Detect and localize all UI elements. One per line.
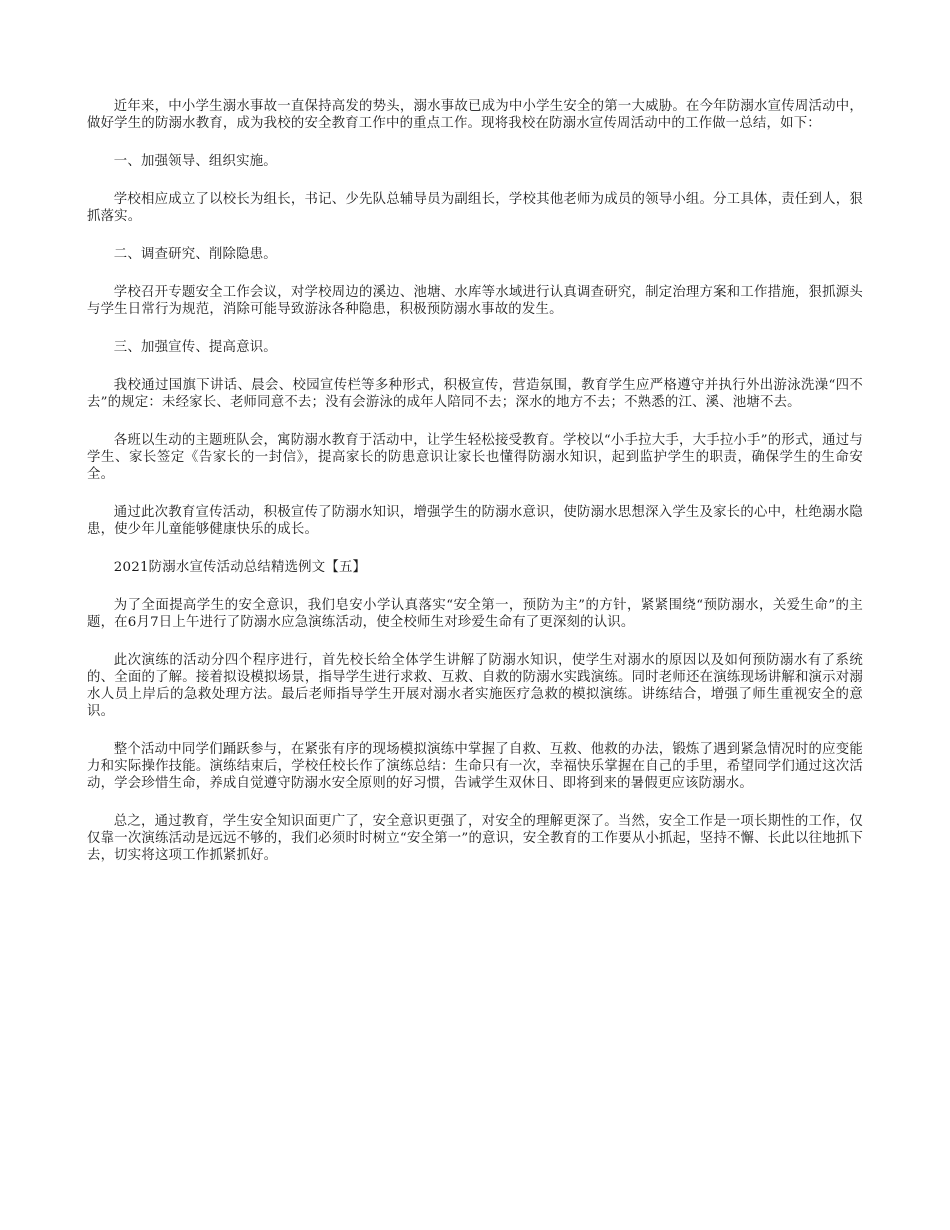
paragraph-outcome: 通过此次教育宣传活动，积极宣传了防溺水知识，增强学生的防溺水意识，使防溺水思想深入学生及家长的心中，杜绝溺水隐患，使少年儿童能够健康快乐的成长。 <box>87 505 863 537</box>
article-title: 2021防溺水宣传活动总结精选例文【五】 <box>113 560 367 575</box>
paragraph-investigation: 学校召开专题安全工作会议，对学校周边的溪边、池塘、水库等水域进行认真调查研究，制定治理方案和工作措施，狠抓源头与学生日常行为规范，消除可能导致游泳各种隐患，积极预防溺水事故的发生。 <box>87 285 863 317</box>
section-heading-1: 一、加强领导、组织实施。 <box>113 154 277 169</box>
paragraph-drill-program: 此次演练的活动分四个程序进行，首先校长给全体学生讲解了防溺水知识，使学生对溺水的原因以及如何预防溺水有了系统的、全面的了解。接着拟设模拟场景，指导学生进行求救、互救、自救的防溺水实践演练。同时老师还在演练现场讲解和演示对溺水人员上岸后的急救处理方法。最后老师指导学生开展对溺水者实施医疗急救的模拟演练。讲练结合，增强了师生重视安全的意识。 <box>87 653 863 719</box>
section-heading-3: 三、加强宣传、提高意识。 <box>113 340 277 355</box>
paragraph-class-meetings: 各班以生动的主题班队会，寓防溺水教育于活动中，让学生轻松接受教育。学校以“小手拉大手，大手拉小手”的形式，通过与学生、家长签定《告家长的一封信》，提高家长的防患意识让家长也懂得防溺水知识，起到监护学生的职责，确保学生的生命安全。 <box>87 433 863 482</box>
paragraph-drill-intro: 为了全面提高学生的安全意识，我们皂安小学认真落实“安全第一，预防为主”的方针，紧紧围绕“预防溺水，关爱生命”的主题，在6月7日上午进行了防溺水应急演练活动，使全校师生对珍爱生命有了更深刻的认识。 <box>87 598 863 630</box>
paragraph-conclusion: 总之，通过教育，学生安全知识面更广了，安全意识更强了，对安全的理解更深了。当然，安全工作是一项长期性的工作，仅仅靠一次演练活动是远远不够的，我们必须时时树立“安全第一”的意识，安全教育的工作要从小抓起，坚持不懈、长此以往地抓下去，切实将这项工作抓紧抓好。 <box>87 814 863 863</box>
paragraph-publicity: 我校通过国旗下讲话、晨会、校园宣传栏等多种形式，积极宣传，营造氛围，教育学生应严格遵守并执行外出游泳洗澡“四不去”的规定：未经家长、老师同意不去；没有会游泳的成年人陪同不去；深水的地方不去；不熟悉的江、溪、池塘不去。 <box>87 378 863 410</box>
section-heading-2: 二、调查研究、削除隐患。 <box>113 247 277 262</box>
paragraph-leadership: 学校相应成立了以校长为组长，书记、少先队总辅导员为副组长，学校其他老师为成员的领导小组。分工具体，责任到人，狠抓落实。 <box>87 192 863 224</box>
paragraph-intro: 近年来，中小学生溺水事故一直保持高发的势头，溺水事故已成为中小学生安全的第一大威胁。在今年防溺水宣传周活动中，做好学生的防溺水教育，成为我校的安全教育工作中的重点工作。现将我校在防溺水宣传周活动中的工作做一总结，如下： <box>87 99 863 131</box>
document-body <box>87 98 863 885</box>
paragraph-drill-participation: 整个活动中同学们踊跃参与，在紧张有序的现场模拟演练中掌握了自救、互救、他救的办法，锻炼了遇到紧急情况时的应变能力和实际操作技能。演练结束后，学校任校长作了演练总结：生命只有一次，幸福快乐掌握在自己的手里，希望同学们通过这次活动，学会珍惜生命，养成自觉遵守防溺水安全原则的好习惯，告诫学生双休日、即将到来的暑假更应该防溺水。 <box>87 742 863 791</box>
